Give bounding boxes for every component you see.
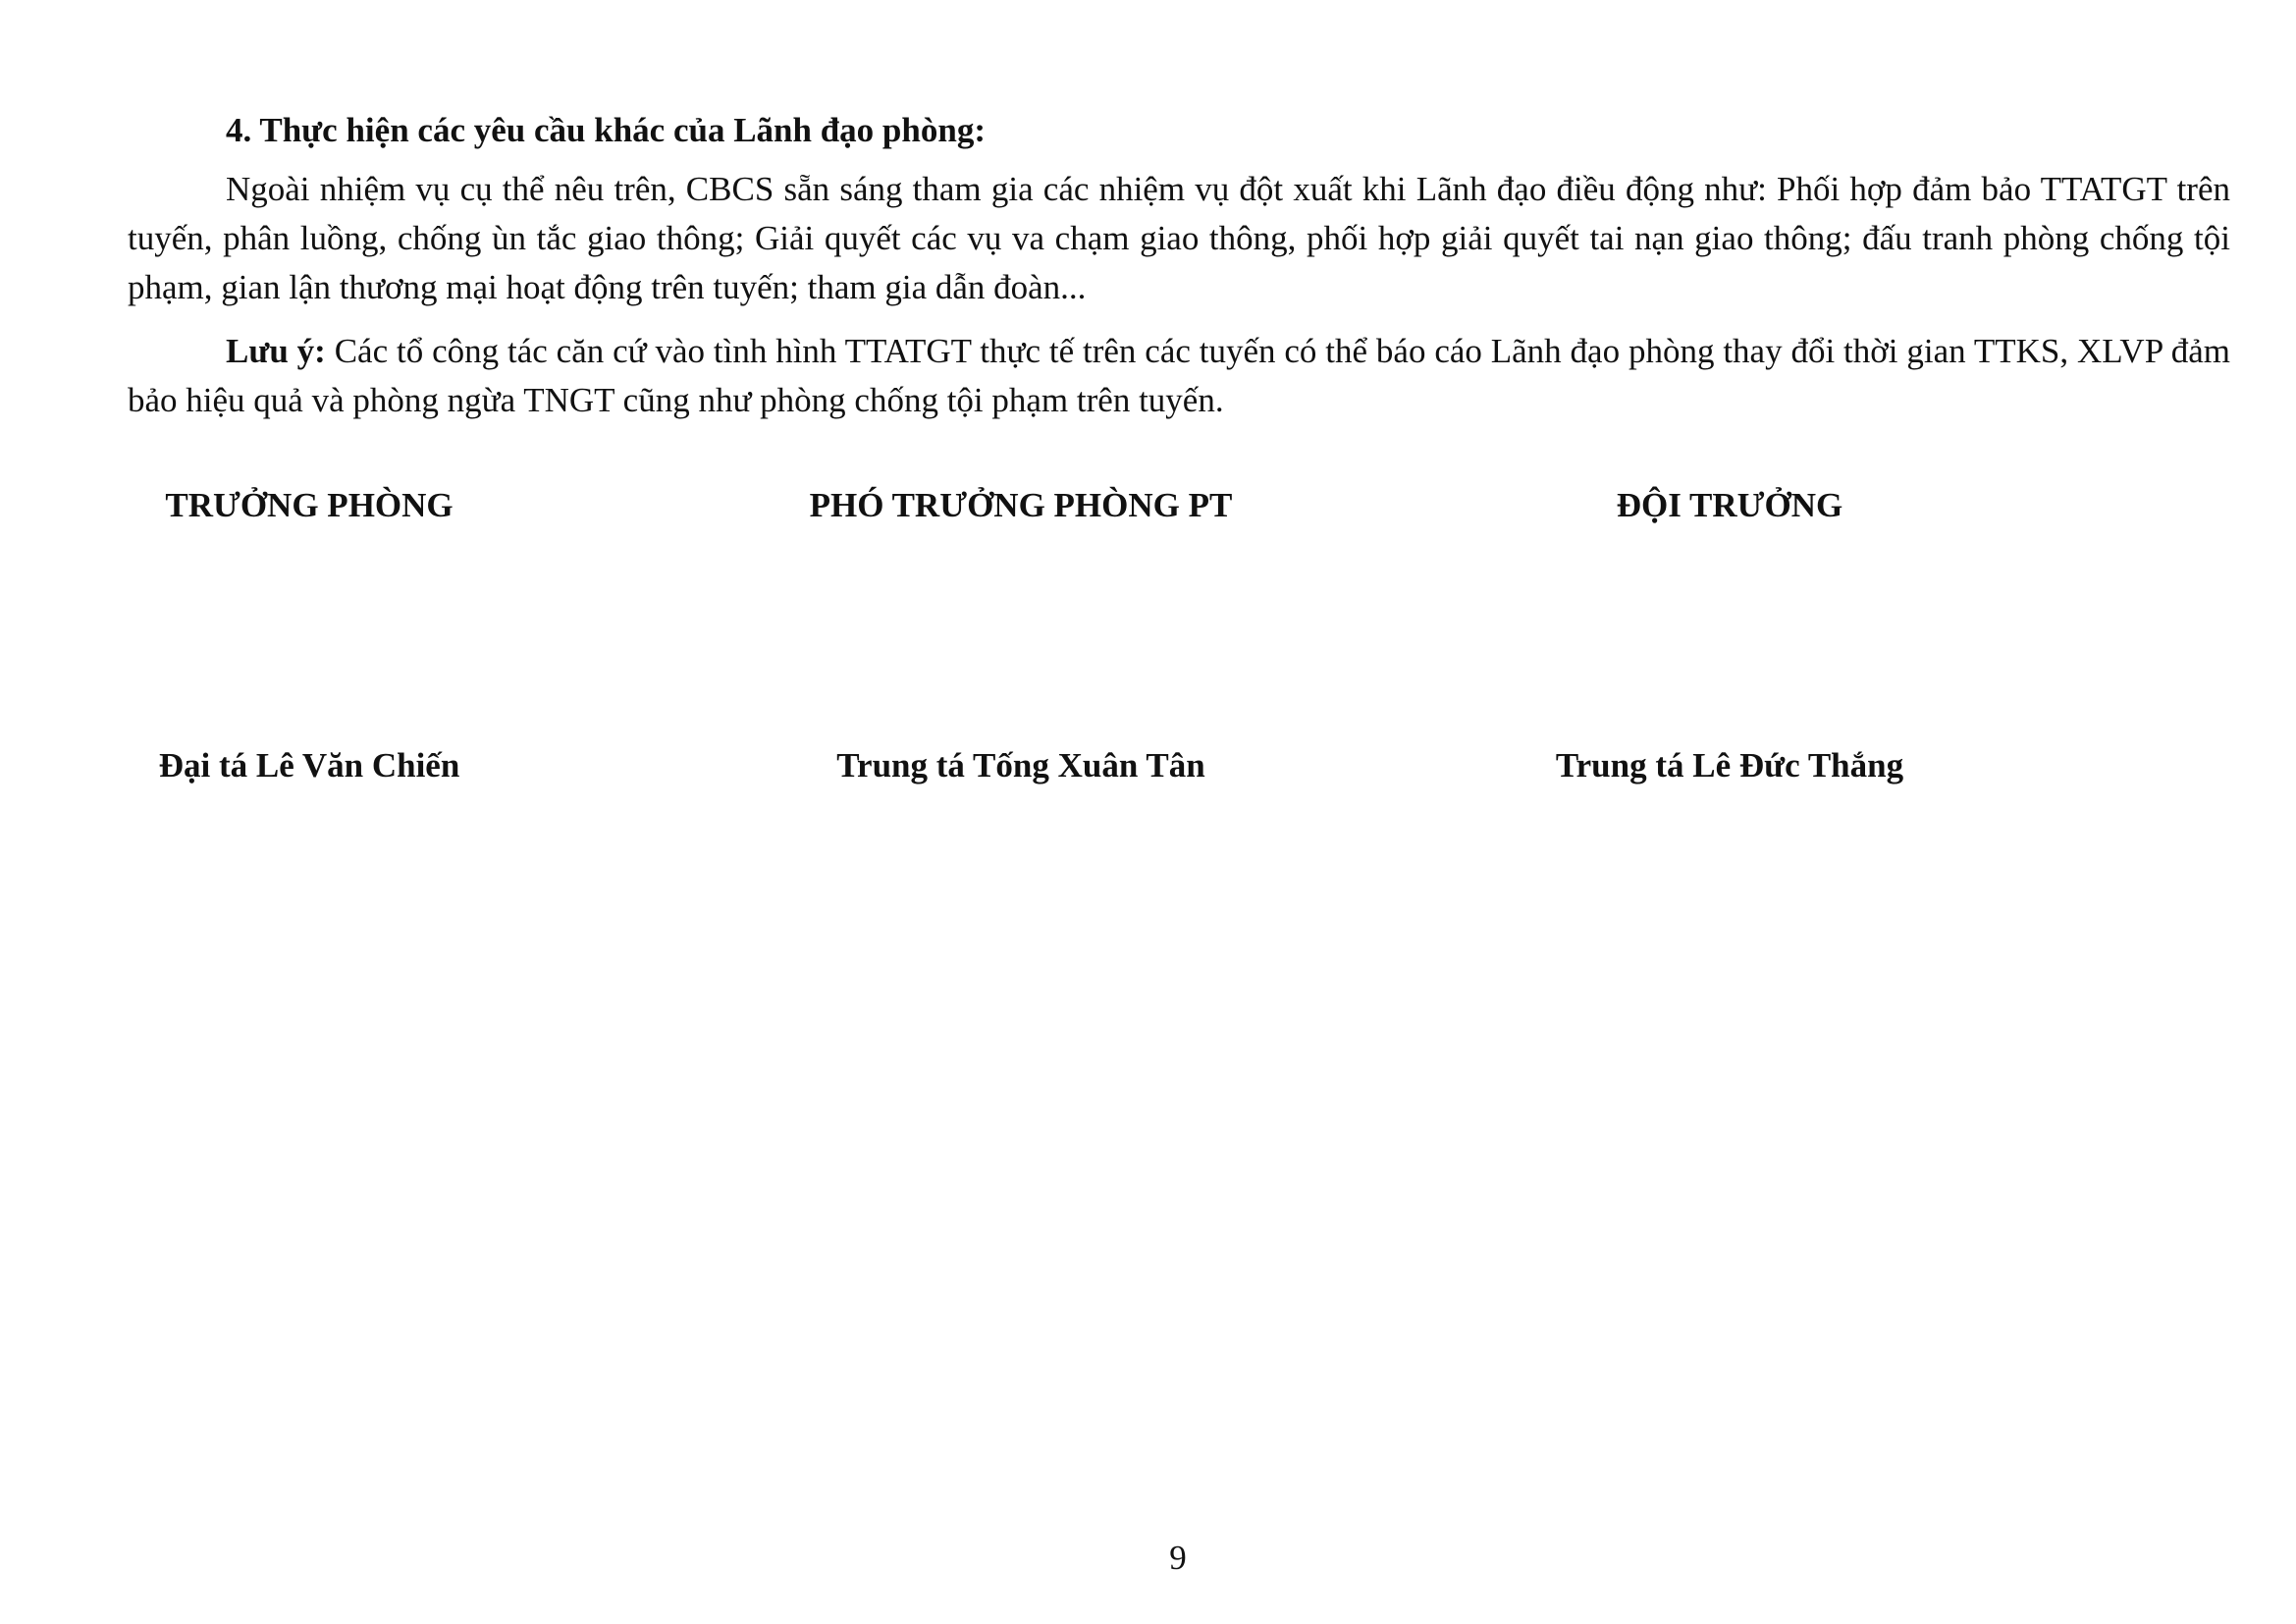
section-heading: 4. Thực hiện các yêu cầu khác của Lãnh đạo phòng: [226, 111, 986, 149]
note-text: Các tổ công tác căn cứ vào tình hình TTATGT thực tế trên các tuyến có thể báo cáo Lãnh đạo phòng thay đổi thời gian TTKS, XLVP đảm bảo hiệu quả và phòng ngừa TNGT cũng như phòng chống tội phạm trên tuyến. [128, 332, 2230, 419]
signature-space [677, 530, 1364, 741]
signature-name: Trung tá Lê Đức Thắng [1555, 746, 1904, 785]
signature-pho-truong-phong [677, 481, 1364, 790]
page-number: 9 [1169, 1539, 1187, 1577]
signature-title: PHÓ TRƯỞNG PHÒNG PT [809, 486, 1233, 524]
note-label: Lưu ý: [226, 332, 326, 370]
signature-space [1386, 530, 2073, 741]
signature-truong-phong [0, 481, 653, 790]
signature-name: Đại tá Lê Văn Chiến [158, 746, 460, 785]
signature-doi-truong [1386, 481, 2073, 790]
signature-space [0, 530, 653, 741]
section-paragraph: Ngoài nhiệm vụ cụ thể nêu trên, CBCS sẵn sáng tham gia các nhiệm vụ đột xuất khi Lãnh đạo điều động như: Phối hợp đảm bảo TTATGT trên tuyến, phân luồng, chống ùn tắc giao thông; Giải quyết các vụ va chạm giao thông, phối hợp giải quyết tai nạn giao thông; đấu tranh phòng chống tội phạm, gian lận thương mại hoạt động trên tuyến; tham gia dẫn đoàn... [128, 170, 2230, 306]
signature-block [128, 481, 2230, 805]
signature-title: TRƯỞNG PHÒNG [165, 486, 454, 524]
signature-title: ĐỘI TRƯỞNG [1616, 486, 1843, 524]
document-body [128, 106, 2230, 440]
signature-name: Trung tá Tống Xuân Tân [836, 746, 1205, 785]
note-paragraph [128, 327, 2230, 425]
